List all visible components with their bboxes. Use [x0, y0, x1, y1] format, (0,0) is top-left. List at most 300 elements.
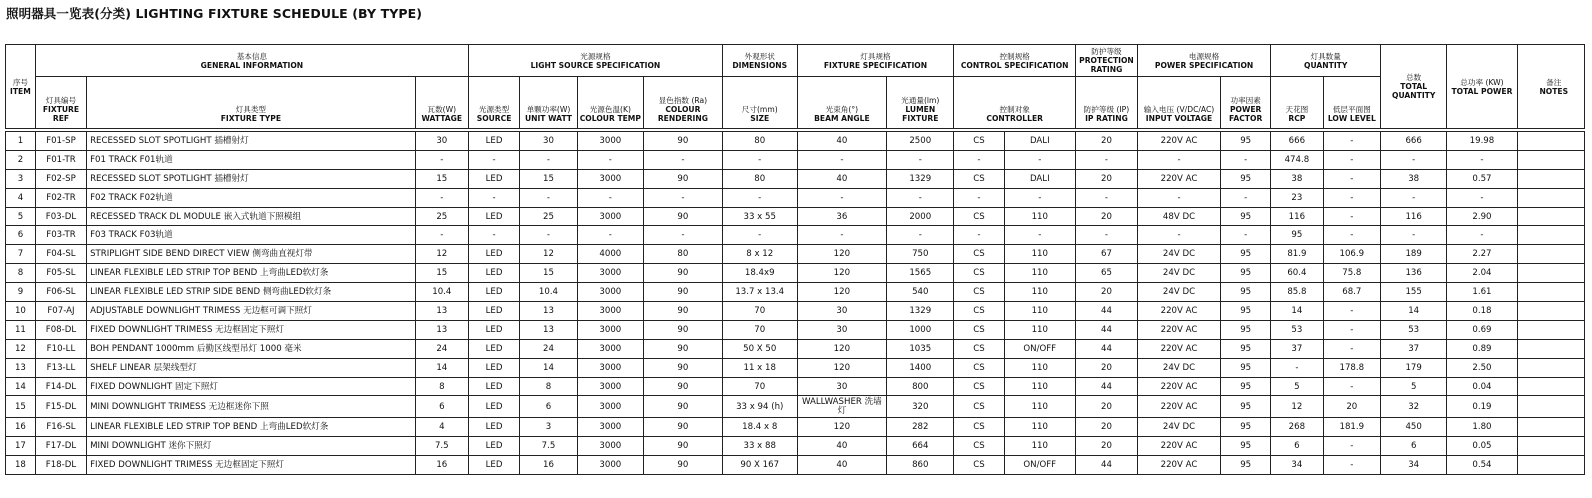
table-row	[6, 320, 1585, 339]
item-cell: 12	[6, 339, 36, 358]
wattage-cell: 15	[415, 264, 468, 283]
lumen-cell: 2000	[887, 207, 954, 226]
wattage-cell: 12	[415, 245, 468, 264]
fixture-ref-cell: F04-SL	[35, 245, 86, 264]
lumen-cell: 320	[887, 396, 954, 418]
source-cell: LED	[468, 264, 519, 283]
colour-temp-cell: 3000	[577, 283, 643, 302]
total-quantity-cell: 5	[1381, 377, 1447, 396]
item-cell: 2	[6, 150, 36, 169]
power-factor-cell: -	[1221, 188, 1271, 207]
power-factor-cell: 95	[1221, 320, 1271, 339]
header-row-groups	[6, 45, 1585, 77]
control-protocol-cell: 110	[1004, 377, 1075, 396]
fixture-ref-cell: F02-SP	[35, 169, 86, 188]
header-colour-temp: 光源色温(K) COLOUR TEMP	[577, 77, 643, 129]
ip-rating-cell: -	[1076, 226, 1138, 245]
colour-rendering-cell: -	[643, 150, 722, 169]
source-cell: LED	[468, 302, 519, 321]
table-row	[6, 358, 1585, 377]
notes-cell	[1524, 358, 1585, 377]
input-voltage-cell: 220V AC	[1137, 456, 1220, 475]
input-voltage-cell: 24V DC	[1137, 264, 1220, 283]
ip-rating-cell: 65	[1076, 264, 1138, 283]
colour-rendering-cell: -	[643, 226, 722, 245]
input-voltage-cell: 24V DC	[1137, 418, 1220, 437]
colour-rendering-cell: 90	[643, 377, 722, 396]
control-type-cell: CS	[954, 358, 1004, 377]
fixture-schedule-table	[5, 44, 1585, 475]
input-voltage-cell: 48V DC	[1137, 207, 1220, 226]
beam-angle-cell: WALLWASHER 洗墙灯	[797, 396, 887, 418]
item-cell: 8	[6, 264, 36, 283]
input-voltage-cell: 220V AC	[1137, 437, 1220, 456]
rcp-qty-cell: 23	[1271, 188, 1323, 207]
size-cell: 33 x 55	[722, 207, 797, 226]
wattage-cell: 7.5	[415, 437, 468, 456]
fixture-type-cell: RECESSED SLOT SPOTLIGHT 插槽射灯	[87, 169, 416, 188]
total-power-cell: 0.89	[1447, 339, 1517, 358]
control-type-cell: CS	[954, 264, 1004, 283]
notes-cell	[1524, 283, 1585, 302]
header-rcp: 天花图 RCP	[1271, 77, 1323, 129]
rcp-qty-cell: 53	[1271, 320, 1323, 339]
input-voltage-cell: 220V AC	[1137, 339, 1220, 358]
header-control-spec: 控制规格 CONTROL SPECIFICATION	[954, 45, 1076, 77]
wattage-cell: 13	[415, 320, 468, 339]
control-protocol-cell: 110	[1004, 264, 1075, 283]
unit-watt-cell: 13	[520, 302, 578, 321]
beam-angle-cell: -	[797, 226, 887, 245]
table-row	[6, 418, 1585, 437]
wattage-cell: 4	[415, 418, 468, 437]
unit-watt-cell: 6	[520, 396, 578, 418]
fixture-ref-cell: F03-TR	[35, 226, 86, 245]
total-quantity-cell: 189	[1381, 245, 1447, 264]
size-cell: 70	[722, 377, 797, 396]
item-cell: 16	[6, 418, 36, 437]
fixture-type-cell: STRIPLIGHT SIDE BEND DIRECT VIEW 侧弯曲直视灯带	[87, 245, 416, 264]
size-cell: 18.4x9	[722, 264, 797, 283]
control-type-cell: -	[954, 150, 1004, 169]
rcp-qty-cell: 81.9	[1271, 245, 1323, 264]
wattage-cell: 10.4	[415, 283, 468, 302]
wattage-cell: -	[415, 150, 468, 169]
control-type-cell: CS	[954, 283, 1004, 302]
wattage-cell: -	[415, 188, 468, 207]
control-protocol-cell: -	[1004, 188, 1075, 207]
input-voltage-cell: 220V AC	[1137, 132, 1220, 151]
header-colour-rendering: 显色指数 (Ra) COLOUR RENDERING	[643, 77, 722, 129]
lumen-cell: 860	[887, 456, 954, 475]
fixture-type-cell: ADJUSTABLE DOWNLIGHT TRIMESS 无边框可调下照灯	[87, 302, 416, 321]
unit-watt-cell: 3	[520, 418, 578, 437]
notes-cell	[1524, 150, 1585, 169]
colour-temp-cell: 3000	[577, 418, 643, 437]
source-cell: LED	[468, 418, 519, 437]
rcp-qty-cell: 666	[1271, 132, 1323, 151]
header-light-source: 光源规格 LIGHT SOURCE SPECIFICATION	[468, 45, 722, 77]
colour-temp-cell: 3000	[577, 207, 643, 226]
source-cell: LED	[468, 358, 519, 377]
low-level-qty-cell: -	[1323, 132, 1381, 151]
notes-cell	[1524, 339, 1585, 358]
low-level-qty-cell: -	[1323, 302, 1381, 321]
table-row	[6, 456, 1585, 475]
fixture-type-cell: RECESSED TRACK DL MODULE 嵌入式轨道下照模组	[87, 207, 416, 226]
header-total-power: 总功率 (KW) TOTAL POWER	[1447, 45, 1517, 129]
colour-temp-cell: 4000	[577, 245, 643, 264]
control-type-cell: CS	[954, 437, 1004, 456]
size-cell: 70	[722, 320, 797, 339]
source-cell: LED	[468, 456, 519, 475]
source-cell: LED	[468, 245, 519, 264]
low-level-qty-cell: 106.9	[1323, 245, 1381, 264]
power-factor-cell: 95	[1221, 377, 1271, 396]
colour-temp-cell: -	[577, 188, 643, 207]
unit-watt-cell: -	[520, 150, 578, 169]
fixture-type-cell: LINEAR FLEXIBLE LED STRIP TOP BEND 上弯曲LED软灯条	[87, 264, 416, 283]
low-level-qty-cell: -	[1323, 226, 1381, 245]
unit-watt-cell: 12	[520, 245, 578, 264]
control-type-cell: CS	[954, 207, 1004, 226]
rcp-qty-cell: 95	[1271, 226, 1323, 245]
header-input-voltage: 输入电压 (V/DC/AC) INPUT VOLTAGE	[1137, 77, 1220, 129]
size-cell: 80	[722, 169, 797, 188]
item-cell: 18	[6, 456, 36, 475]
fixture-type-cell: LINEAR FLEXIBLE LED STRIP SIDE BEND 侧弯曲LED软灯条	[87, 283, 416, 302]
notes-cell	[1524, 132, 1585, 151]
control-protocol-cell: 110	[1004, 302, 1075, 321]
header-protection: 防护等级PROTECTION RATING	[1076, 45, 1138, 77]
colour-rendering-cell: 90	[643, 339, 722, 358]
control-protocol-cell: -	[1004, 226, 1075, 245]
beam-angle-cell: 30	[797, 320, 887, 339]
total-quantity-cell: 450	[1381, 418, 1447, 437]
power-factor-cell: 95	[1221, 283, 1271, 302]
header-lumen: 光通量(lm) LUMEN FIXTURE	[887, 77, 954, 129]
header-fixture-spec: 灯具规格 FIXTURE SPECIFICATION	[797, 45, 954, 77]
size-cell: 70	[722, 302, 797, 321]
unit-watt-cell: 16	[520, 456, 578, 475]
notes-cell	[1524, 207, 1585, 226]
fixture-ref-cell: F17-DL	[35, 437, 86, 456]
rcp-qty-cell: 37	[1271, 339, 1323, 358]
low-level-qty-cell: -	[1323, 188, 1381, 207]
fixture-ref-cell: F03-DL	[35, 207, 86, 226]
fixture-type-cell: MINI DOWNLIGHT TRIMESS 无边框迷你下照	[87, 396, 416, 418]
total-power-cell: 19.98	[1447, 132, 1517, 151]
total-quantity-cell: -	[1381, 226, 1447, 245]
size-cell: 13.7 x 13.4	[722, 283, 797, 302]
size-cell: 33 x 88	[722, 437, 797, 456]
item-cell: 15	[6, 396, 36, 418]
input-voltage-cell: 220V AC	[1137, 377, 1220, 396]
ip-rating-cell: 20	[1076, 283, 1138, 302]
control-protocol-cell: 110	[1004, 396, 1075, 418]
beam-angle-cell: 30	[797, 377, 887, 396]
item-cell: 6	[6, 226, 36, 245]
ip-rating-cell: 44	[1076, 377, 1138, 396]
fixture-type-cell: SHELF LINEAR 层架线型灯	[87, 358, 416, 377]
colour-rendering-cell: 90	[643, 132, 722, 151]
item-cell: 17	[6, 437, 36, 456]
colour-temp-cell: 3000	[577, 169, 643, 188]
input-voltage-cell: 220V AC	[1137, 396, 1220, 418]
wattage-cell: -	[415, 226, 468, 245]
source-cell: LED	[468, 396, 519, 418]
notes-cell	[1524, 456, 1585, 475]
beam-angle-cell: 120	[797, 339, 887, 358]
control-protocol-cell: DALI	[1004, 132, 1075, 151]
control-type-cell: CS	[954, 396, 1004, 418]
power-factor-cell: -	[1221, 226, 1271, 245]
rcp-qty-cell: 38	[1271, 169, 1323, 188]
header-total-quantity: 总数 TOTAL QUANTITY	[1381, 45, 1447, 129]
source-cell: LED	[468, 169, 519, 188]
colour-rendering-cell: 90	[643, 169, 722, 188]
fixture-type-cell: MINI DOWNLIGHT 迷你下照灯	[87, 437, 416, 456]
wattage-cell: 15	[415, 169, 468, 188]
unit-watt-cell: 14	[520, 358, 578, 377]
wattage-cell: 16	[415, 456, 468, 475]
size-cell: -	[722, 188, 797, 207]
low-level-qty-cell: 20	[1323, 396, 1381, 418]
ip-rating-cell: -	[1076, 150, 1138, 169]
size-cell: 8 x 12	[722, 245, 797, 264]
fixture-ref-cell: F01-TR	[35, 150, 86, 169]
power-factor-cell: 95	[1221, 132, 1271, 151]
ip-rating-cell: 44	[1076, 302, 1138, 321]
lumen-cell: 1400	[887, 358, 954, 377]
notes-cell	[1524, 302, 1585, 321]
control-protocol-cell: 110	[1004, 358, 1075, 377]
rcp-qty-cell: 268	[1271, 418, 1323, 437]
rcp-qty-cell: 474.8	[1271, 150, 1323, 169]
lumen-cell: 1565	[887, 264, 954, 283]
beam-angle-cell: 40	[797, 437, 887, 456]
size-cell: 80	[722, 132, 797, 151]
fixture-ref-cell: F18-DL	[35, 456, 86, 475]
rcp-qty-cell: 34	[1271, 456, 1323, 475]
colour-temp-cell: 3000	[577, 377, 643, 396]
colour-rendering-cell: 90	[643, 396, 722, 418]
total-quantity-cell: 116	[1381, 207, 1447, 226]
colour-temp-cell: -	[577, 150, 643, 169]
header-beam-angle: 光束角(°) BEAM ANGLE	[797, 77, 887, 129]
control-protocol-cell: 110	[1004, 320, 1075, 339]
source-cell: LED	[468, 377, 519, 396]
item-cell: 5	[6, 207, 36, 226]
total-power-cell: -	[1447, 226, 1517, 245]
header-notes: 备注 NOTES	[1524, 45, 1585, 129]
header-power-factor: 功率因素 POWER FACTOR	[1221, 77, 1271, 129]
rcp-qty-cell: 14	[1271, 302, 1323, 321]
lumen-cell: -	[887, 188, 954, 207]
source-cell: LED	[468, 320, 519, 339]
unit-watt-cell: 24	[520, 339, 578, 358]
source-cell: LED	[468, 132, 519, 151]
item-cell: 3	[6, 169, 36, 188]
size-cell: 18.4 x 8	[722, 418, 797, 437]
source-cell: LED	[468, 437, 519, 456]
table-row	[6, 169, 1585, 188]
fixture-type-cell: F03 TRACK F03轨道	[87, 226, 416, 245]
low-level-qty-cell: 75.8	[1323, 264, 1381, 283]
colour-temp-cell: 3000	[577, 396, 643, 418]
beam-angle-cell: 120	[797, 358, 887, 377]
size-cell: -	[722, 226, 797, 245]
low-level-qty-cell: 181.9	[1323, 418, 1381, 437]
fixture-type-cell: FIXED DOWNLIGHT TRIMESS 无边框固定下照灯	[87, 456, 416, 475]
header-wattage: 瓦数(W) WATTAGE	[415, 77, 468, 129]
table-row	[6, 264, 1585, 283]
fixture-ref-cell: F05-SL	[35, 264, 86, 283]
fixture-type-cell: BOH PENDANT 1000mm 后勤区线型吊灯 1000 毫米	[87, 339, 416, 358]
notes-cell	[1524, 320, 1585, 339]
fixture-ref-cell: F14-DL	[35, 377, 86, 396]
low-level-qty-cell: -	[1323, 437, 1381, 456]
lumen-cell: 1329	[887, 169, 954, 188]
wattage-cell: 6	[415, 396, 468, 418]
low-level-qty-cell: -	[1323, 169, 1381, 188]
total-quantity-cell: 6	[1381, 437, 1447, 456]
header-dimensions: 外观形状 DIMENSIONS	[722, 45, 797, 77]
table-row	[6, 283, 1585, 302]
power-factor-cell: 95	[1221, 207, 1271, 226]
fixture-ref-cell: F15-DL	[35, 396, 86, 418]
total-quantity-cell: -	[1381, 188, 1447, 207]
lumen-cell: 750	[887, 245, 954, 264]
notes-cell	[1524, 264, 1585, 283]
input-voltage-cell: 220V AC	[1137, 169, 1220, 188]
ip-rating-cell: 44	[1076, 456, 1138, 475]
table-row	[6, 339, 1585, 358]
fixture-type-cell: LINEAR FLEXIBLE LED STRIP TOP BEND 上弯曲LED软灯条	[87, 418, 416, 437]
power-factor-cell: 95	[1221, 396, 1271, 418]
low-level-qty-cell: -	[1323, 456, 1381, 475]
lumen-cell: 2500	[887, 132, 954, 151]
unit-watt-cell: 7.5	[520, 437, 578, 456]
control-type-cell: CS	[954, 320, 1004, 339]
fixture-ref-cell: F08-DL	[35, 320, 86, 339]
ip-rating-cell: 20	[1076, 132, 1138, 151]
header-fixture-type: 灯具类型 FIXTURE TYPE	[87, 77, 416, 129]
unit-watt-cell: 8	[520, 377, 578, 396]
total-power-cell: -	[1447, 150, 1517, 169]
low-level-qty-cell: 68.7	[1323, 283, 1381, 302]
table-row	[6, 188, 1585, 207]
lumen-cell: 664	[887, 437, 954, 456]
notes-cell	[1524, 418, 1585, 437]
control-type-cell: -	[954, 188, 1004, 207]
ip-rating-cell: 20	[1076, 358, 1138, 377]
item-cell: 13	[6, 358, 36, 377]
total-power-cell: 0.19	[1447, 396, 1517, 418]
wattage-cell: 24	[415, 339, 468, 358]
power-factor-cell: 95	[1221, 339, 1271, 358]
total-power-cell: 2.27	[1447, 245, 1517, 264]
total-power-cell: 0.69	[1447, 320, 1517, 339]
total-quantity-cell: 136	[1381, 264, 1447, 283]
fixture-ref-cell: F01-SP	[35, 132, 86, 151]
total-quantity-cell: 53	[1381, 320, 1447, 339]
source-cell: LED	[468, 207, 519, 226]
beam-angle-cell: 40	[797, 132, 887, 151]
beam-angle-cell: 30	[797, 302, 887, 321]
rcp-qty-cell: 6	[1271, 437, 1323, 456]
wattage-cell: 30	[415, 132, 468, 151]
unit-watt-cell: 15	[520, 264, 578, 283]
beam-angle-cell: 40	[797, 169, 887, 188]
beam-angle-cell: 120	[797, 264, 887, 283]
notes-cell	[1524, 169, 1585, 188]
fixture-type-cell: F02 TRACK F02轨道	[87, 188, 416, 207]
power-factor-cell: 95	[1221, 418, 1271, 437]
total-power-cell: 0.05	[1447, 437, 1517, 456]
unit-watt-cell: 13	[520, 320, 578, 339]
colour-temp-cell: 3000	[577, 358, 643, 377]
lumen-cell: 1000	[887, 320, 954, 339]
colour-rendering-cell: 80	[643, 245, 722, 264]
ip-rating-cell: 20	[1076, 207, 1138, 226]
beam-angle-cell: 40	[797, 456, 887, 475]
header-controller: 控制对象 CONTROLLER	[954, 77, 1076, 129]
input-voltage-cell: 220V AC	[1137, 302, 1220, 321]
header-source: 光源类型 SOURCE	[468, 77, 519, 129]
ip-rating-cell: 44	[1076, 339, 1138, 358]
total-power-cell: 0.18	[1447, 302, 1517, 321]
total-power-cell: 2.04	[1447, 264, 1517, 283]
header-row-columns	[6, 77, 1585, 129]
control-type-cell: CS	[954, 132, 1004, 151]
control-type-cell: CS	[954, 302, 1004, 321]
wattage-cell: 25	[415, 207, 468, 226]
header-size: 尺寸(mm) SIZE	[722, 77, 797, 129]
colour-temp-cell: 3000	[577, 437, 643, 456]
lumen-cell: 800	[887, 377, 954, 396]
colour-rendering-cell: 90	[643, 302, 722, 321]
lumen-cell: 282	[887, 418, 954, 437]
power-factor-cell: -	[1221, 150, 1271, 169]
header-power-spec: 电源规格 POWER SPECIFICATION	[1137, 45, 1270, 77]
colour-temp-cell: 3000	[577, 456, 643, 475]
colour-temp-cell: 3000	[577, 320, 643, 339]
colour-temp-cell: 3000	[577, 132, 643, 151]
control-protocol-cell: DALI	[1004, 169, 1075, 188]
input-voltage-cell: -	[1137, 150, 1220, 169]
total-power-cell: 0.54	[1447, 456, 1517, 475]
colour-temp-cell: -	[577, 226, 643, 245]
lumen-cell: 1329	[887, 302, 954, 321]
fixture-ref-cell: F02-TR	[35, 188, 86, 207]
total-quantity-cell: 666	[1381, 132, 1447, 151]
size-cell: -	[722, 150, 797, 169]
ip-rating-cell: 44	[1076, 320, 1138, 339]
source-cell: LED	[468, 339, 519, 358]
notes-cell	[1524, 226, 1585, 245]
source-cell: -	[468, 150, 519, 169]
control-protocol-cell: ON/OFF	[1004, 339, 1075, 358]
source-cell: -	[468, 226, 519, 245]
beam-angle-cell: 36	[797, 207, 887, 226]
rcp-qty-cell: -	[1271, 358, 1323, 377]
beam-angle-cell: -	[797, 150, 887, 169]
input-voltage-cell: 24V DC	[1137, 358, 1220, 377]
colour-rendering-cell: 90	[643, 358, 722, 377]
low-level-qty-cell: -	[1323, 339, 1381, 358]
notes-cell	[1524, 396, 1585, 418]
